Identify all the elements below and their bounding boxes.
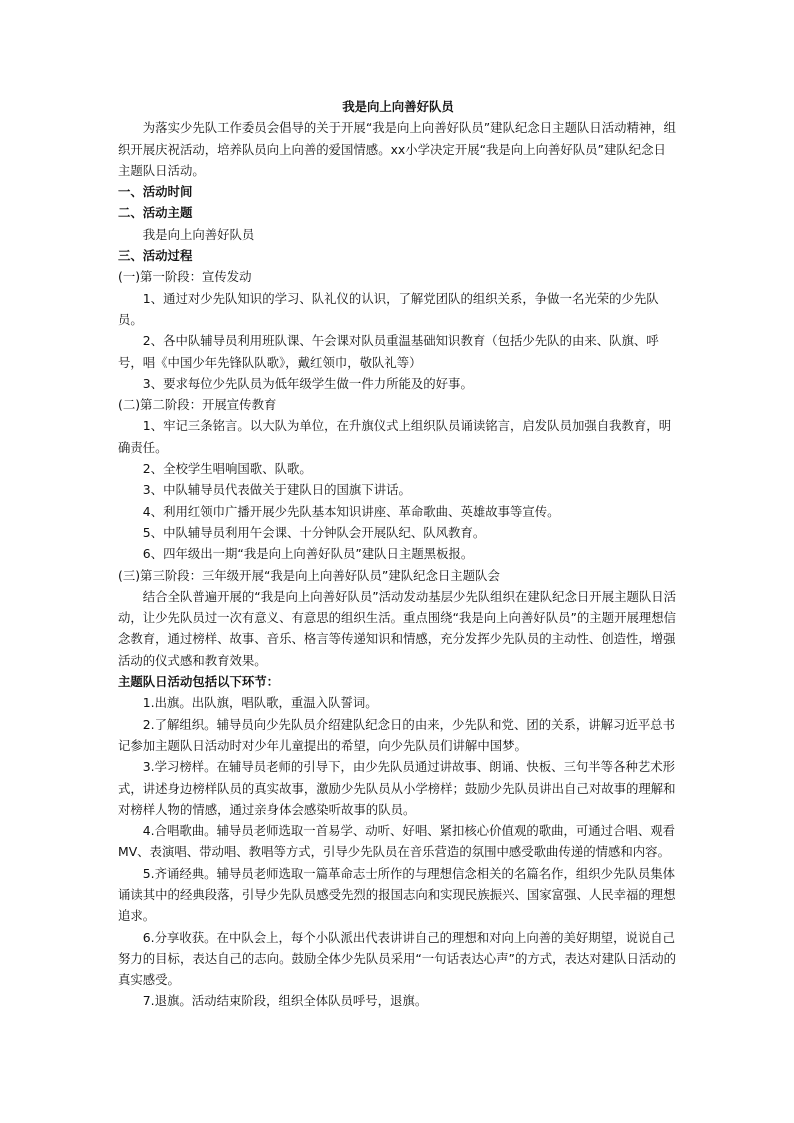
activity-link-item: 7.退旗。活动结束阶段，组织全体队员呼号，退旗。 bbox=[142, 993, 428, 1009]
phase-one-item: 3、要求每位少先队员为低年级学生做一件力所能及的好事。 bbox=[142, 375, 473, 391]
phase-two-item: 6、四年级出一期“我是向上向善好队员”建队日主题黑板报。 bbox=[142, 546, 474, 562]
phase-two-item: 2、全校学生唱响国歌、队歌。 bbox=[142, 461, 312, 477]
section-heading-theme: 二、活动主题 bbox=[118, 205, 193, 221]
phase-two-item: 3、中队辅导员代表做关于建队日的国旗下讲话。 bbox=[142, 482, 411, 498]
phase-one-heading: (一)第一阶段：宣传发动 bbox=[118, 269, 252, 285]
phase-three-heading: (三)第三阶段：三年级开展“我是向上向善好队员”建队纪念日主题队会 bbox=[118, 567, 500, 583]
document-title: 我是向上向善好队员 bbox=[342, 99, 454, 114]
phase-two-item: 1、牢记三条铭言。以大队为单位，在升旗仪式上组织队员诵读铭言，启发队员加强自我教育，明确责任。 bbox=[118, 418, 672, 455]
document-body bbox=[118, 96, 678, 1012]
activity-link-item: 6.分享收获。在中队会上，每个小队派出代表讲讲自己的理想和对向上向善的美好期望，说说自己努力的目标，表达自己的志向。鼓励全体少先队员采用“一句话表达心声”的方式，表达对建队日活动的真实感受。 bbox=[118, 929, 677, 988]
intro-paragraph: 为落实少先队工作委员会倡导的关于开展“我是向上向善好队员”建队纪念日主题队日活动精神，组织开展庆祝活动，培养队员向上向善的爱国情感。xx小学决定开展“我是向上向善好队员”建队纪念日主题队日活动。 bbox=[118, 120, 677, 178]
phase-two-heading: (二)第二阶段：开展宣传教育 bbox=[118, 397, 277, 413]
activity-link-item: 1.出旗。出队旗，唱队歌，重温入队誓词。 bbox=[142, 695, 378, 711]
phase-two-item: 4、利用红领巾广播开展少先队基本知识讲座、革命歌曲、英雄故事等宣传。 bbox=[142, 503, 560, 519]
section-heading-process: 三、活动过程 bbox=[118, 248, 193, 264]
activity-links-heading: 主题队日活动包括以下环节： bbox=[118, 674, 280, 690]
activity-link-item: 3.学习榜样。在辅导员老师的引导下，由少先队员通过讲故事、朗诵、快板、三句半等各种艺术形式，讲述身边榜样队员的真实故事，激励少先队员从小学榜样；鼓励少先队员讲出自己对故事的理解和对榜样人物的情感，通过亲身体会感染听故事的队员。 bbox=[118, 759, 676, 817]
activity-link-item: 2.了解组织。辅导员向少先队员介绍建队纪念日的由来，少先队和党、团的关系，讲解习近平总书记参加主题队日活动时对少年儿童提出的希望，向少先队员们讲解中国梦。 bbox=[118, 716, 676, 753]
phase-one-item: 2、各中队辅导员利用班队课、午会课对队员重温基础知识教育（包括少先队的由来、队旗、呼号，唱《中国少年先锋队队歌》，戴红领巾，敬队礼等） bbox=[118, 333, 659, 370]
phase-two-item: 5、中队辅导员利用午会课、十分钟队会开展队纪、队风教育。 bbox=[142, 524, 486, 540]
theme-text: 我是向上向善好队员 bbox=[142, 226, 255, 242]
activity-link-item: 5.齐诵经典。辅导员老师选取一篇革命志士所作的与理想信念相关的名篇名作，组织少先队员集体诵读其中的经典段落，引导少先队员感受先烈的报国志向和实现民族振兴、国家富强、人民幸福的理想追求。 bbox=[118, 865, 676, 924]
section-heading-time: 一、活动时间 bbox=[118, 184, 193, 200]
activity-link-item: 4.合唱歌曲。辅导员老师选取一首易学、动听、好唱、紧扣核心价值观的歌曲，可通过合唱、观看MV、表演唱、带动唱、教唱等方式，引导少先队员在音乐营造的氛围中感受歌曲传递的情感和内容。 bbox=[118, 823, 676, 860]
phase-one-item: 1、通过对少先队知识的学习、队礼仪的认识，了解党团队的组织关系，争做一名光荣的少先队员。 bbox=[118, 290, 659, 327]
phase-three-body: 结合全队普遍开展的“我是向上向善好队员”活动发动基层少先队组织在建队纪念日开展主题队日活动，让少先队员过一次有意义、有意思的组织生活。重点围绕“我是向上向善好队员”的主题开展理想信念教育，通过榜样、故事、音乐、格言等传递知识和情感，充分发挥少先队员的主动性、创造性，增强活动的仪式感和教育效果。 bbox=[118, 588, 677, 668]
